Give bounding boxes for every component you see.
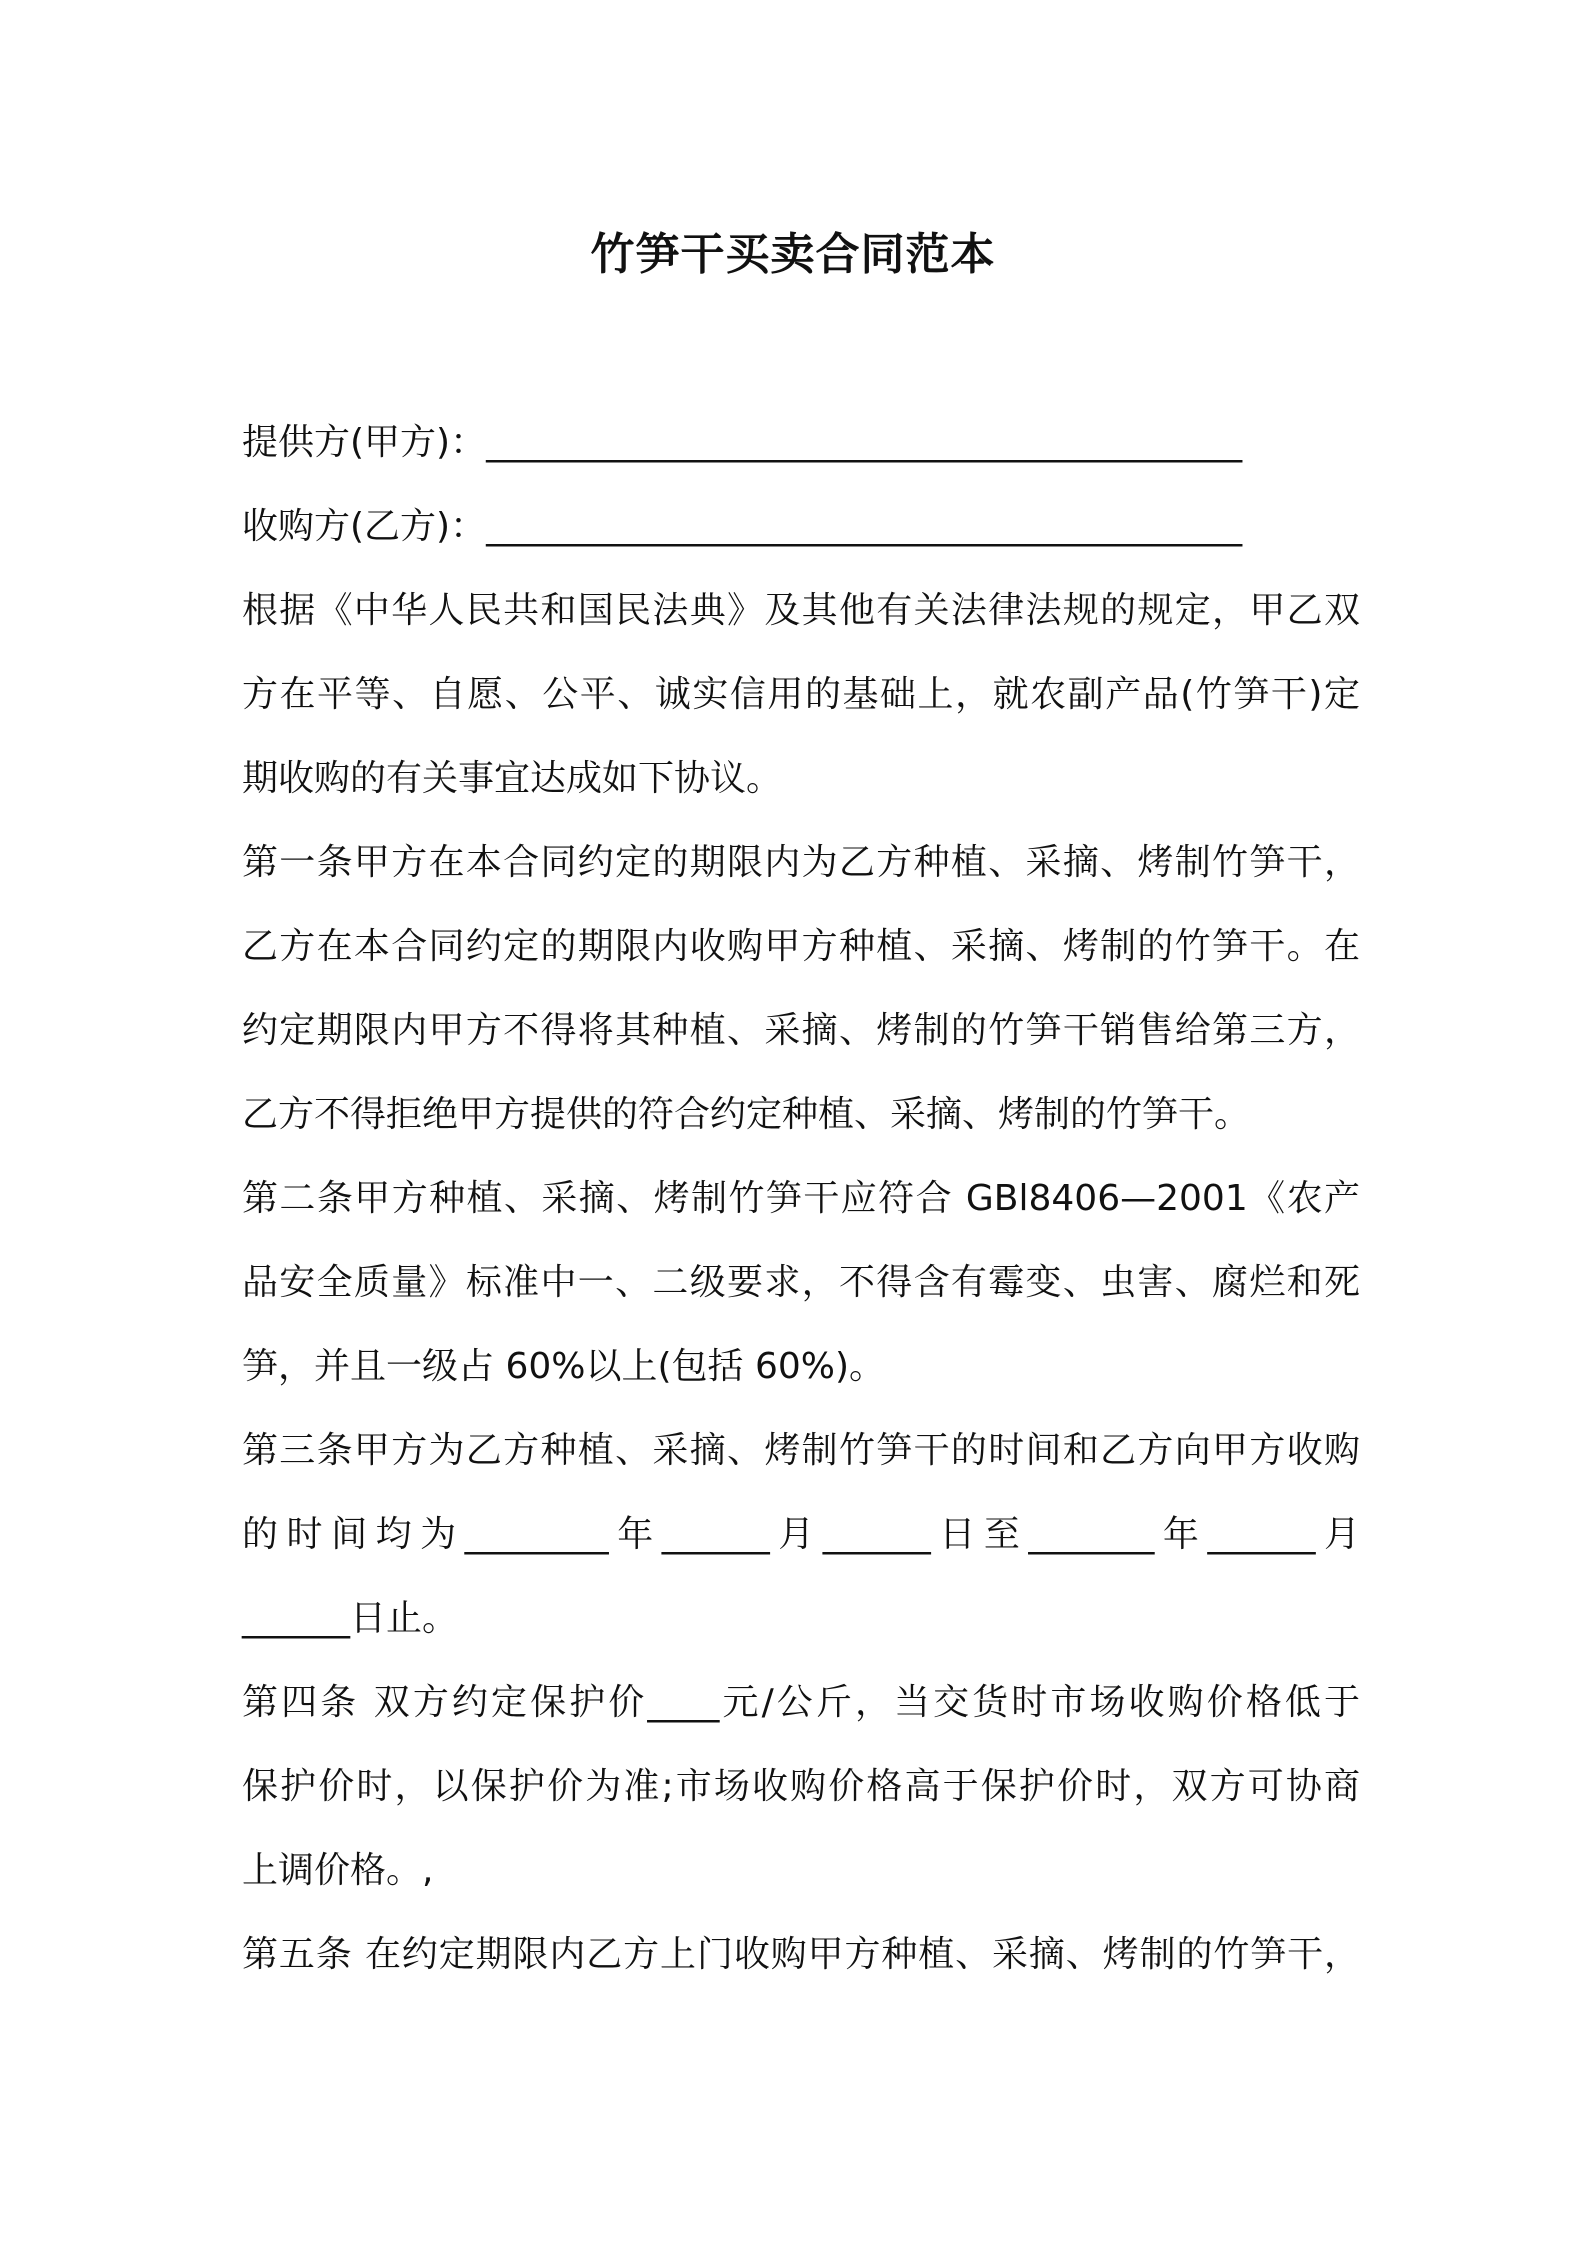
- party-b-line: 收购方(乙方)：__________________________________________: [242, 506, 1243, 547]
- party-a-line: 提供方(甲方)：__________________________________________: [242, 422, 1243, 463]
- preamble-line: 方在平等、自愿、公平、诚实信用的基础上，就农副产品(竹笋干)定: [242, 674, 1360, 715]
- article-2-line: 品安全质量》标准中一、二级要求，不得含有霉变、虫害、腐烂和死: [242, 1262, 1360, 1303]
- article-2-line: 笋，并且一级占 60%以上(包括 60%)。: [242, 1346, 886, 1387]
- preamble-line: 根据《中华人民共和国民法典》及其他有关法律法规的规定，甲乙双: [242, 590, 1360, 631]
- article-3-line: ______日止。: [242, 1598, 459, 1639]
- article-3-line: 第三条甲方为乙方种植、采摘、烤制竹笋干的时间和乙方向甲方收购: [242, 1430, 1360, 1471]
- preamble-line: 期收购的有关事宜达成如下协议。: [242, 758, 783, 799]
- article-3-line: 的时间均为________年______月______日至_______年______月: [242, 1514, 1360, 1555]
- document-title: 竹笋干买卖合同范本: [590, 229, 996, 280]
- article-4-line: 第四条 双方约定保护价____元/公斤，当交货时市场收购价格低于: [242, 1682, 1360, 1723]
- article-2-line: 第二条甲方种植、采摘、烤制竹笋干应符合 GBl8406—2001《农产: [242, 1178, 1360, 1219]
- article-1-line: 乙方在本合同约定的期限内收购甲方种植、采摘、烤制的竹笋干。在: [242, 926, 1360, 967]
- article-1-line: 约定期限内甲方不得将其种植、采摘、烤制的竹笋干销售给第三方，: [242, 1010, 1360, 1051]
- document-body: [242, 401, 1360, 1997]
- article-4-line: 保护价时，以保护价为准;市场收购价格高于保护价时，双方可协商: [242, 1766, 1360, 1807]
- article-1-line: 第一条甲方在本合同约定的期限内为乙方种植、采摘、烤制竹笋干，: [242, 842, 1360, 883]
- article-5-line: 第五条 在约定期限内乙方上门收购甲方种植、采摘、烤制的竹笋干，: [242, 1934, 1360, 1975]
- article-1-line: 乙方不得拒绝甲方提供的符合约定种植、采摘、烤制的竹笋干。: [242, 1094, 1251, 1135]
- article-4-line: 上调价格。,: [242, 1850, 434, 1891]
